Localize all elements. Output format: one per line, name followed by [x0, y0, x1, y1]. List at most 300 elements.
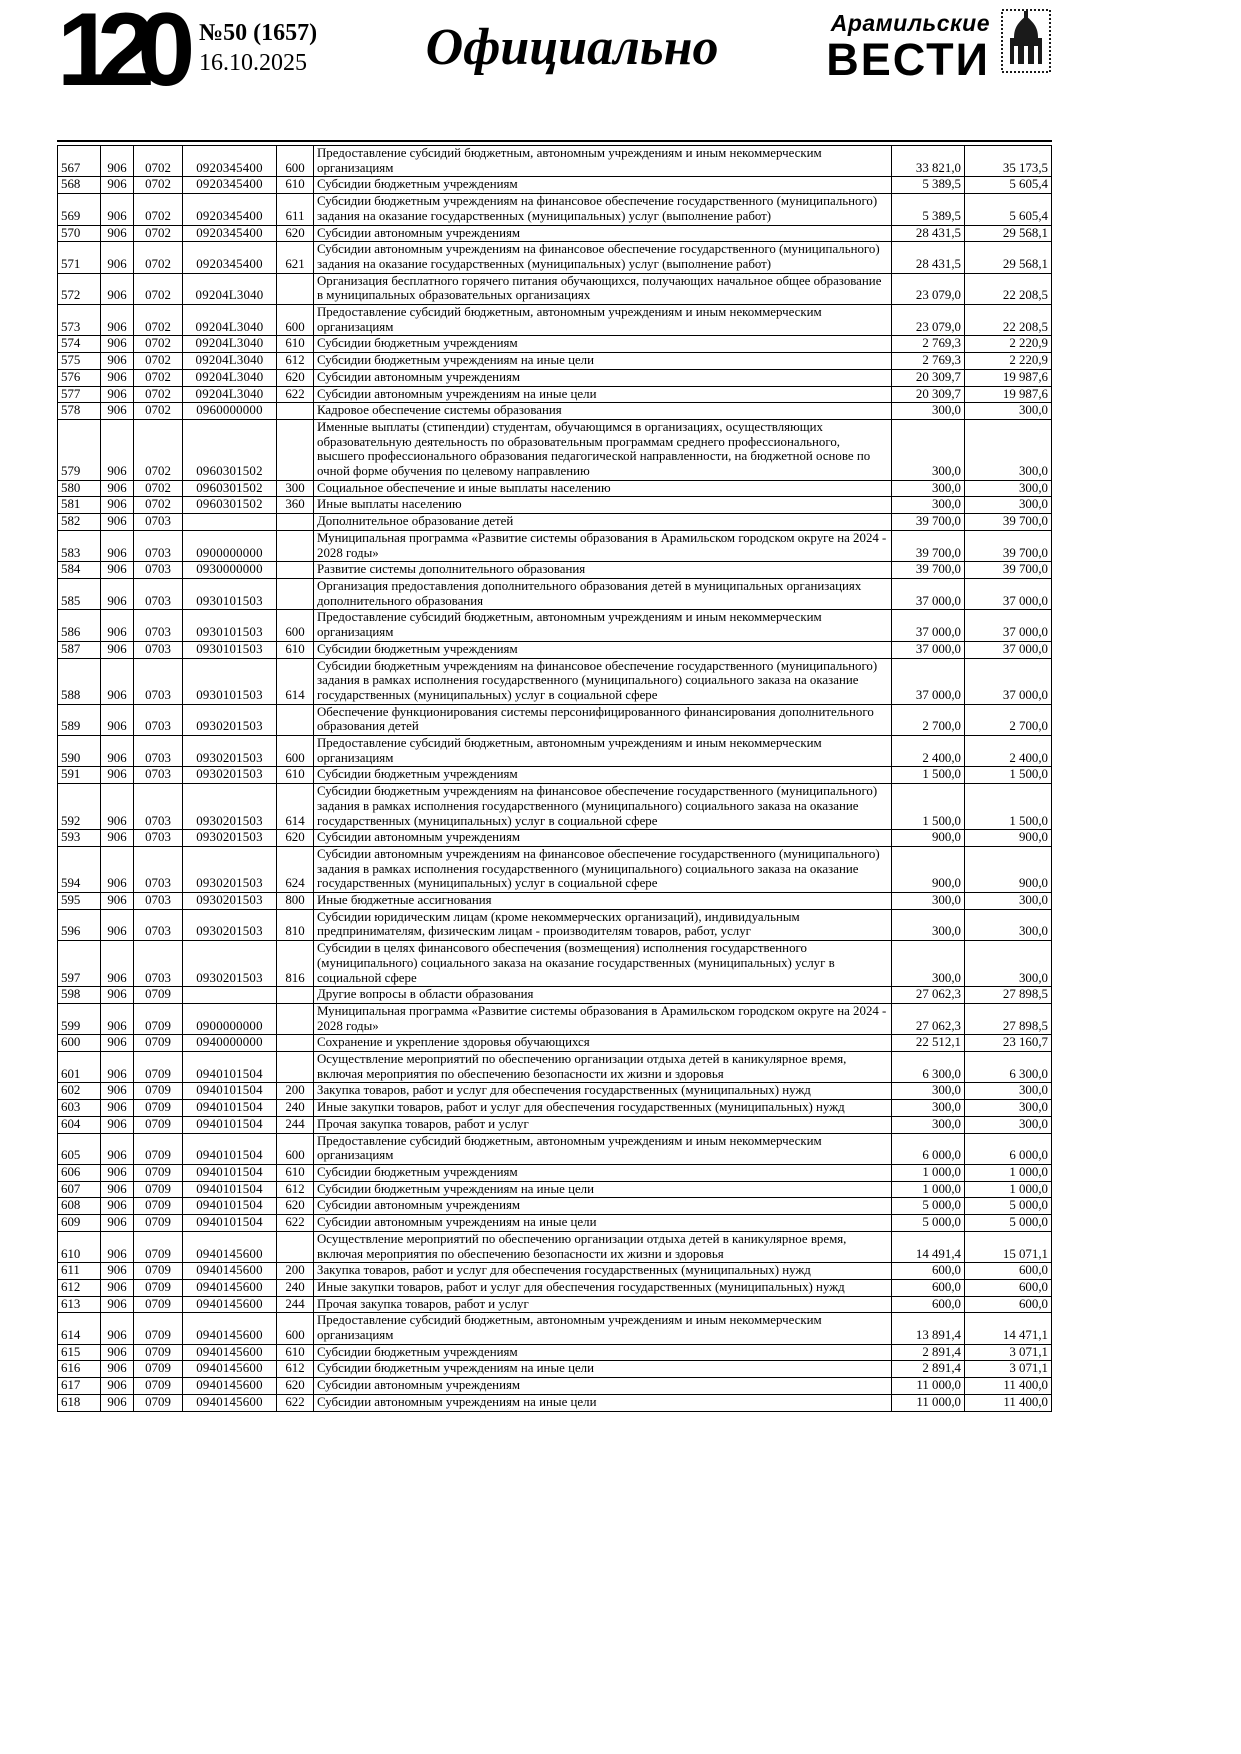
cell-name: Иные закупки товаров, работ и услуг для обеспечения государственных (муниципальных) нужд	[314, 1279, 892, 1296]
cell-name: Осуществление мероприятий по обеспечению организации отдыха детей в каникулярное время, включая мероприятия по обеспечению безопасности их жизни и здоровья	[314, 1052, 892, 1083]
cell-name: Сохранение и укрепление здоровья обучающихся	[314, 1035, 892, 1052]
cell-y2: 600,0	[965, 1279, 1052, 1296]
cell-num: 608	[58, 1198, 101, 1215]
cell-grbs: 906	[101, 497, 134, 514]
cell-vr: 244	[277, 1296, 314, 1313]
cell-rzpr: 0703	[134, 641, 183, 658]
cell-grbs: 906	[101, 736, 134, 767]
cell-y1: 20 309,7	[892, 369, 965, 386]
cell-num: 594	[58, 846, 101, 892]
cell-y2: 27 898,5	[965, 987, 1052, 1004]
table-row	[58, 909, 1052, 940]
cell-y2: 15 071,1	[965, 1231, 1052, 1262]
cell-csr: 0940145600	[183, 1378, 277, 1395]
cell-num: 584	[58, 562, 101, 579]
cell-y2: 5 000,0	[965, 1215, 1052, 1232]
cell-y1: 39 700,0	[892, 562, 965, 579]
cell-y1: 300,0	[892, 941, 965, 987]
cell-y2: 39 700,0	[965, 562, 1052, 579]
cell-y2: 14 471,1	[965, 1313, 1052, 1344]
cell-vr: 611	[277, 194, 314, 225]
cell-num: 610	[58, 1231, 101, 1262]
cell-name: Субсидии автономным учреждениям	[314, 830, 892, 847]
cell-vr: 622	[277, 1215, 314, 1232]
cell-y1: 600,0	[892, 1279, 965, 1296]
cell-y1: 27 062,3	[892, 1003, 965, 1034]
cell-y2: 2 220,9	[965, 336, 1052, 353]
cell-vr: 612	[277, 1181, 314, 1198]
cell-y1: 13 891,4	[892, 1313, 965, 1344]
cell-rzpr: 0709	[134, 1231, 183, 1262]
cell-vr: 624	[277, 846, 314, 892]
cell-csr: 0920345400	[183, 146, 277, 177]
cell-y2: 600,0	[965, 1296, 1052, 1313]
cell-vr: 610	[277, 767, 314, 784]
table-row	[58, 1344, 1052, 1361]
cell-y1: 1 000,0	[892, 1165, 965, 1182]
cell-rzpr: 0702	[134, 353, 183, 370]
city-crest-icon	[1000, 8, 1052, 74]
cell-y1: 37 000,0	[892, 658, 965, 704]
cell-name: Субсидии автономным учреждениям на финансовое обеспечение государственного (муниципального) задания на оказание государственных (муниципальных) услуг (выполнение работ)	[314, 242, 892, 273]
table-row	[58, 578, 1052, 609]
cell-name: Субсидии бюджетным учреждениям на иные цели	[314, 1361, 892, 1378]
cell-y2: 6 300,0	[965, 1052, 1052, 1083]
cell-y1: 2 400,0	[892, 736, 965, 767]
cell-rzpr: 0709	[134, 1003, 183, 1034]
cell-vr	[277, 273, 314, 304]
cell-rzpr: 0709	[134, 1313, 183, 1344]
cell-rzpr: 0702	[134, 480, 183, 497]
cell-rzpr: 0709	[134, 987, 183, 1004]
cell-rzpr: 0703	[134, 610, 183, 641]
cell-vr	[277, 514, 314, 531]
cell-rzpr: 0703	[134, 514, 183, 531]
cell-vr: 600	[277, 305, 314, 336]
cell-y1: 39 700,0	[892, 530, 965, 561]
cell-name: Субсидии автономным учреждениям на финансовое обеспечение государственного (муниципального) задания в рамках исполнения государственного (муниципального) социального заказа на оказание государственных (муниципальных) услуг в социальной сфере	[314, 846, 892, 892]
cell-vr: 244	[277, 1116, 314, 1133]
cell-y2: 37 000,0	[965, 578, 1052, 609]
table-row	[58, 846, 1052, 892]
table-row	[58, 1378, 1052, 1395]
table-row	[58, 225, 1052, 242]
cell-num: 593	[58, 830, 101, 847]
cell-y2: 1 000,0	[965, 1165, 1052, 1182]
cell-num: 596	[58, 909, 101, 940]
cell-y1: 300,0	[892, 909, 965, 940]
cell-name: Субсидии автономным учреждениям на иные цели	[314, 386, 892, 403]
table-row	[58, 273, 1052, 304]
cell-csr	[183, 987, 277, 1004]
cell-y2: 37 000,0	[965, 641, 1052, 658]
cell-y1: 1 000,0	[892, 1181, 965, 1198]
cell-y2: 300,0	[965, 403, 1052, 420]
cell-num: 591	[58, 767, 101, 784]
cell-vr: 600	[277, 1133, 314, 1164]
cell-y2: 22 208,5	[965, 305, 1052, 336]
table-row	[58, 767, 1052, 784]
cell-grbs: 906	[101, 1003, 134, 1034]
table-row	[58, 480, 1052, 497]
cell-name: Субсидии автономным учреждениям	[314, 225, 892, 242]
cell-num: 575	[58, 353, 101, 370]
cell-y1: 2 700,0	[892, 704, 965, 735]
cell-csr: 0920345400	[183, 194, 277, 225]
cell-y2: 23 160,7	[965, 1035, 1052, 1052]
cell-csr: 0930201503	[183, 784, 277, 830]
table-row	[58, 336, 1052, 353]
cell-grbs: 906	[101, 336, 134, 353]
cell-grbs: 906	[101, 562, 134, 579]
cell-csr: 0930201503	[183, 846, 277, 892]
cell-vr	[277, 704, 314, 735]
cell-num: 604	[58, 1116, 101, 1133]
cell-y2: 35 173,5	[965, 146, 1052, 177]
cell-grbs: 906	[101, 909, 134, 940]
cell-name: Осуществление мероприятий по обеспечению организации отдыха детей в каникулярное время, включая мероприятия по обеспечению безопасности их жизни и здоровья	[314, 1231, 892, 1262]
cell-grbs: 906	[101, 386, 134, 403]
cell-y2: 39 700,0	[965, 530, 1052, 561]
cell-name: Субсидии бюджетным учреждениям	[314, 1165, 892, 1182]
table-row	[58, 1296, 1052, 1313]
cell-grbs: 906	[101, 1378, 134, 1395]
cell-name: Субсидии юридическим лицам (кроме некоммерческих организаций), индивидуальным предпринимателям, физическим лицам - производителям товаров, работ, услуг	[314, 909, 892, 940]
cell-y2: 22 208,5	[965, 273, 1052, 304]
cell-rzpr: 0703	[134, 846, 183, 892]
cell-name: Организация бесплатного горячего питания обучающихся, получающих начальное общее образование в муниципальных образовательных организациях	[314, 273, 892, 304]
cell-name: Закупка товаров, работ и услуг для обеспечения государственных (муниципальных) нужд	[314, 1263, 892, 1280]
cell-num: 601	[58, 1052, 101, 1083]
cell-num: 586	[58, 610, 101, 641]
cell-csr: 0940101504	[183, 1083, 277, 1100]
newspaper-logo-top: Арамильские	[830, 10, 990, 36]
cell-vr	[277, 530, 314, 561]
page-number: 120	[57, 0, 178, 108]
cell-vr: 240	[277, 1279, 314, 1296]
cell-grbs: 906	[101, 1231, 134, 1262]
cell-vr: 610	[277, 1344, 314, 1361]
cell-vr	[277, 1231, 314, 1262]
cell-csr: 0930201503	[183, 704, 277, 735]
table-row	[58, 177, 1052, 194]
table-row	[58, 1003, 1052, 1034]
cell-name: Субсидии автономным учреждениям на иные цели	[314, 1394, 892, 1411]
cell-num: 568	[58, 177, 101, 194]
table-row	[58, 1198, 1052, 1215]
cell-csr: 0940000000	[183, 1035, 277, 1052]
cell-rzpr: 0702	[134, 273, 183, 304]
table-row	[58, 641, 1052, 658]
cell-vr: 620	[277, 830, 314, 847]
cell-y2: 600,0	[965, 1263, 1052, 1280]
cell-rzpr: 0703	[134, 941, 183, 987]
cell-rzpr: 0702	[134, 242, 183, 273]
table-row	[58, 1279, 1052, 1296]
cell-csr: 0940101504	[183, 1052, 277, 1083]
cell-name: Обеспечение функционирования системы персонифицированного финансирования дополнительного образования детей	[314, 704, 892, 735]
cell-y1: 2 769,3	[892, 353, 965, 370]
cell-csr: 0930000000	[183, 562, 277, 579]
cell-num: 577	[58, 386, 101, 403]
cell-vr: 622	[277, 386, 314, 403]
cell-y2: 3 071,1	[965, 1344, 1052, 1361]
cell-csr: 0940145600	[183, 1279, 277, 1296]
cell-vr: 620	[277, 369, 314, 386]
cell-rzpr: 0702	[134, 336, 183, 353]
cell-name: Предоставление субсидий бюджетным, автономным учреждениям и иным некоммерческим организациям	[314, 1133, 892, 1164]
table-row	[58, 419, 1052, 480]
cell-grbs: 906	[101, 1035, 134, 1052]
cell-name: Субсидии бюджетным учреждениям на финансовое обеспечение государственного (муниципального) задания на оказание государственных (муниципальных) услуг (выполнение работ)	[314, 194, 892, 225]
cell-rzpr: 0703	[134, 736, 183, 767]
cell-vr: 610	[277, 641, 314, 658]
cell-y2: 300,0	[965, 909, 1052, 940]
cell-rzpr: 0702	[134, 403, 183, 420]
cell-name: Предоставление субсидий бюджетным, автономным учреждениям и иным некоммерческим организациям	[314, 1313, 892, 1344]
cell-num: 573	[58, 305, 101, 336]
cell-name: Социальное обеспечение и иные выплаты населению	[314, 480, 892, 497]
cell-y1: 2 891,4	[892, 1344, 965, 1361]
table-row	[58, 1116, 1052, 1133]
table-row	[58, 369, 1052, 386]
cell-grbs: 906	[101, 1296, 134, 1313]
cell-y2: 300,0	[965, 1100, 1052, 1117]
cell-csr: 0940101504	[183, 1198, 277, 1215]
cell-name: Другие вопросы в области образования	[314, 987, 892, 1004]
cell-y2: 2 400,0	[965, 736, 1052, 767]
cell-grbs: 906	[101, 846, 134, 892]
issue-date: 16.10.2025	[199, 50, 307, 76]
cell-grbs: 906	[101, 419, 134, 480]
cell-csr: 09204L3040	[183, 273, 277, 304]
cell-vr: 816	[277, 941, 314, 987]
cell-y1: 11 000,0	[892, 1394, 965, 1411]
cell-rzpr: 0702	[134, 305, 183, 336]
cell-rzpr: 0709	[134, 1052, 183, 1083]
table-row	[58, 1100, 1052, 1117]
cell-grbs: 906	[101, 610, 134, 641]
cell-name: Иные закупки товаров, работ и услуг для обеспечения государственных (муниципальных) нужд	[314, 1100, 892, 1117]
cell-name: Субсидии бюджетным учреждениям	[314, 641, 892, 658]
cell-vr: 360	[277, 497, 314, 514]
table-row	[58, 941, 1052, 987]
cell-rzpr: 0703	[134, 784, 183, 830]
cell-num: 569	[58, 194, 101, 225]
cell-y1: 11 000,0	[892, 1378, 965, 1395]
cell-y1: 5 000,0	[892, 1198, 965, 1215]
cell-num: 611	[58, 1263, 101, 1280]
cell-num: 582	[58, 514, 101, 531]
cell-grbs: 906	[101, 893, 134, 910]
cell-y2: 29 568,1	[965, 225, 1052, 242]
cell-y2: 1 000,0	[965, 1181, 1052, 1198]
cell-y2: 19 987,6	[965, 369, 1052, 386]
cell-name: Иные бюджетные ассигнования	[314, 893, 892, 910]
cell-num: 599	[58, 1003, 101, 1034]
cell-y1: 900,0	[892, 846, 965, 892]
table-row	[58, 403, 1052, 420]
cell-name: Дополнительное образование детей	[314, 514, 892, 531]
cell-csr: 09204L3040	[183, 305, 277, 336]
cell-num: 618	[58, 1394, 101, 1411]
cell-rzpr: 0702	[134, 194, 183, 225]
cell-num: 579	[58, 419, 101, 480]
cell-num: 609	[58, 1215, 101, 1232]
table-row	[58, 1215, 1052, 1232]
table-row	[58, 386, 1052, 403]
cell-y1: 20 309,7	[892, 386, 965, 403]
cell-rzpr: 0709	[134, 1100, 183, 1117]
cell-y1: 600,0	[892, 1263, 965, 1280]
cell-rzpr: 0709	[134, 1116, 183, 1133]
cell-num: 592	[58, 784, 101, 830]
cell-y1: 5 000,0	[892, 1215, 965, 1232]
cell-y2: 300,0	[965, 941, 1052, 987]
cell-csr: 0960000000	[183, 403, 277, 420]
cell-grbs: 906	[101, 578, 134, 609]
table-row	[58, 146, 1052, 177]
cell-y1: 300,0	[892, 403, 965, 420]
cell-rzpr: 0709	[134, 1215, 183, 1232]
cell-rzpr: 0703	[134, 658, 183, 704]
table-row	[58, 1052, 1052, 1083]
cell-y2: 300,0	[965, 1116, 1052, 1133]
table-row	[58, 242, 1052, 273]
cell-csr: 0940101504	[183, 1100, 277, 1117]
cell-grbs: 906	[101, 1215, 134, 1232]
cell-y1: 28 431,5	[892, 225, 965, 242]
cell-y1: 5 389,5	[892, 177, 965, 194]
cell-y1: 33 821,0	[892, 146, 965, 177]
cell-rzpr: 0709	[134, 1279, 183, 1296]
table-row	[58, 1165, 1052, 1182]
cell-vr: 614	[277, 784, 314, 830]
cell-y1: 2 891,4	[892, 1361, 965, 1378]
cell-y2: 19 987,6	[965, 386, 1052, 403]
cell-y1: 1 500,0	[892, 767, 965, 784]
cell-name: Предоставление субсидий бюджетным, автономным учреждениям и иным некоммерческим организациям	[314, 305, 892, 336]
table-row	[58, 514, 1052, 531]
table-row	[58, 1083, 1052, 1100]
cell-y2: 6 000,0	[965, 1133, 1052, 1164]
cell-y2: 5 605,4	[965, 177, 1052, 194]
cell-y2: 5 000,0	[965, 1198, 1052, 1215]
cell-name: Субсидии автономным учреждениям	[314, 1378, 892, 1395]
cell-y2: 2 220,9	[965, 353, 1052, 370]
cell-csr: 0960301502	[183, 480, 277, 497]
cell-grbs: 906	[101, 1083, 134, 1100]
cell-grbs: 906	[101, 941, 134, 987]
cell-num: 595	[58, 893, 101, 910]
cell-name: Прочая закупка товаров, работ и услуг	[314, 1296, 892, 1313]
cell-grbs: 906	[101, 305, 134, 336]
cell-y2: 2 700,0	[965, 704, 1052, 735]
cell-num: 571	[58, 242, 101, 273]
table-row	[58, 562, 1052, 579]
page-header	[57, 0, 1052, 142]
cell-csr: 0940145600	[183, 1263, 277, 1280]
cell-vr	[277, 1035, 314, 1052]
cell-y1: 5 389,5	[892, 194, 965, 225]
cell-y1: 300,0	[892, 419, 965, 480]
cell-rzpr: 0702	[134, 497, 183, 514]
cell-grbs: 906	[101, 704, 134, 735]
cell-rzpr: 0702	[134, 386, 183, 403]
cell-num: 600	[58, 1035, 101, 1052]
cell-y1: 14 491,4	[892, 1231, 965, 1262]
budget-table	[57, 145, 1052, 1412]
table-row	[58, 530, 1052, 561]
cell-rzpr: 0709	[134, 1344, 183, 1361]
table-row	[58, 1181, 1052, 1198]
cell-grbs: 906	[101, 194, 134, 225]
cell-y1: 37 000,0	[892, 578, 965, 609]
cell-grbs: 906	[101, 1198, 134, 1215]
cell-y1: 22 512,1	[892, 1035, 965, 1052]
cell-num: 576	[58, 369, 101, 386]
cell-num: 588	[58, 658, 101, 704]
cell-vr: 240	[277, 1100, 314, 1117]
table-row	[58, 736, 1052, 767]
cell-csr: 0940101504	[183, 1181, 277, 1198]
cell-name: Субсидии бюджетным учреждениям	[314, 177, 892, 194]
cell-rzpr: 0703	[134, 704, 183, 735]
cell-name: Предоставление субсидий бюджетным, автономным учреждениям и иным некоммерческим организациям	[314, 610, 892, 641]
table-row	[58, 987, 1052, 1004]
cell-vr: 600	[277, 1313, 314, 1344]
cell-csr: 0930101503	[183, 641, 277, 658]
cell-name: Субсидии бюджетным учреждениям	[314, 336, 892, 353]
cell-num: 615	[58, 1344, 101, 1361]
table-row	[58, 1394, 1052, 1411]
cell-y2: 5 605,4	[965, 194, 1052, 225]
cell-y1: 37 000,0	[892, 610, 965, 641]
table-row	[58, 353, 1052, 370]
cell-y2: 37 000,0	[965, 610, 1052, 641]
cell-name: Развитие системы дополнительного образования	[314, 562, 892, 579]
cell-num: 589	[58, 704, 101, 735]
cell-num: 607	[58, 1181, 101, 1198]
cell-grbs: 906	[101, 641, 134, 658]
cell-name: Муниципальная программа «Развитие системы образования в Арамильском городском округе на 2024 - 2028 годы»	[314, 530, 892, 561]
cell-grbs: 906	[101, 1100, 134, 1117]
cell-num: 585	[58, 578, 101, 609]
cell-vr: 200	[277, 1263, 314, 1280]
table-row	[58, 1263, 1052, 1280]
cell-vr: 610	[277, 177, 314, 194]
cell-num: 602	[58, 1083, 101, 1100]
cell-num: 590	[58, 736, 101, 767]
cell-name: Иные выплаты населению	[314, 497, 892, 514]
cell-rzpr: 0709	[134, 1361, 183, 1378]
newspaper-logo-bottom: ВЕСТИ	[826, 34, 990, 85]
cell-vr: 610	[277, 1165, 314, 1182]
cell-name: Прочая закупка товаров, работ и услуг	[314, 1116, 892, 1133]
cell-grbs: 906	[101, 1279, 134, 1296]
cell-rzpr: 0702	[134, 177, 183, 194]
cell-csr: 0930201503	[183, 736, 277, 767]
cell-num: 580	[58, 480, 101, 497]
table-row	[58, 830, 1052, 847]
cell-vr: 620	[277, 225, 314, 242]
cell-csr: 0930201503	[183, 893, 277, 910]
cell-grbs: 906	[101, 530, 134, 561]
cell-y1: 300,0	[892, 1116, 965, 1133]
cell-csr: 0940101504	[183, 1133, 277, 1164]
cell-csr: 0930101503	[183, 610, 277, 641]
cell-vr: 810	[277, 909, 314, 940]
